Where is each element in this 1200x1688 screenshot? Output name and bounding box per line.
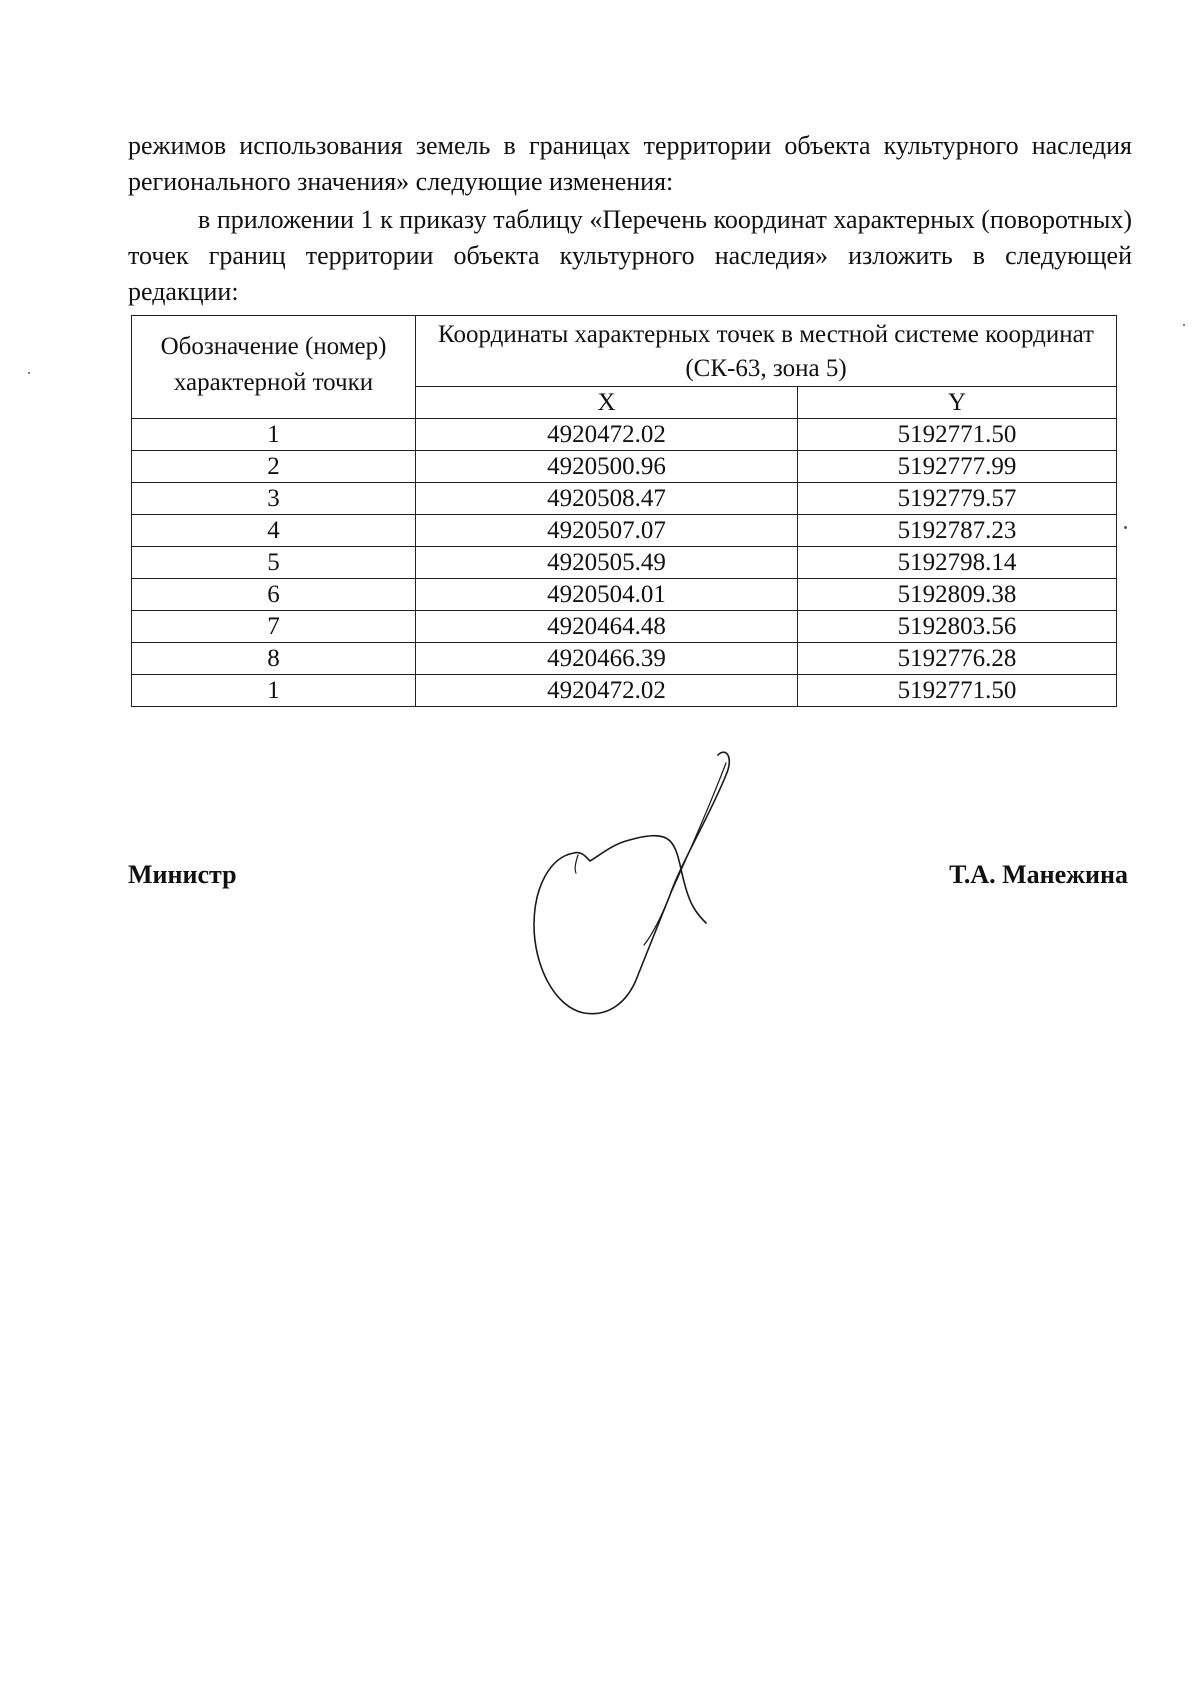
table-row: [132, 547, 1117, 579]
coord-x: 4920472.02: [416, 419, 798, 451]
header-coordinates: Координаты характерных точек в местной системе координат (СК-63, зона 5): [416, 316, 1117, 387]
coord-y: 5192777.99: [798, 451, 1117, 483]
point-number: 1: [132, 419, 416, 451]
coord-y: 5192803.56: [798, 611, 1117, 643]
coord-x: 4920505.49: [416, 547, 798, 579]
scan-speck: [1183, 324, 1185, 326]
coord-y: 5192771.50: [798, 675, 1117, 707]
handwritten-signature-icon: [520, 745, 740, 1025]
coord-y: 5192787.23: [798, 515, 1117, 547]
header-y: Y: [798, 387, 1117, 419]
coord-y: 5192809.38: [798, 579, 1117, 611]
table-row: [132, 675, 1117, 707]
coord-x: 4920508.47: [416, 483, 798, 515]
coord-x: 4920507.07: [416, 515, 798, 547]
table-row: [132, 643, 1117, 675]
coord-x: 4920504.01: [416, 579, 798, 611]
point-number: 4: [132, 515, 416, 547]
coord-x: 4920466.39: [416, 643, 798, 675]
scan-speck: [28, 372, 30, 374]
paragraph-continuation: режимов использования земель в границах территории объекта культурного наследия регионального значения» следующие изменения:: [128, 131, 1132, 196]
paragraph-amendment: в приложении 1 к приказу таблицу «Перечень координат характерных (поворотных) точек границ территории объекта культурного наследия» изложить в следующей редакции:: [128, 205, 1132, 306]
signatory-name: Т.А. Манежина: [949, 860, 1128, 889]
scan-speck: [1124, 526, 1127, 529]
point-number: 2: [132, 451, 416, 483]
point-number: 3: [132, 483, 416, 515]
coord-y: 5192779.57: [798, 483, 1117, 515]
header-x: X: [416, 387, 798, 419]
table-row: [132, 611, 1117, 643]
coord-x: 4920500.96: [416, 451, 798, 483]
coord-x: 4920464.48: [416, 611, 798, 643]
point-number: 7: [132, 611, 416, 643]
point-number: 1: [132, 675, 416, 707]
table-row: [132, 579, 1117, 611]
coordinates-table: [131, 315, 1117, 707]
point-number: 8: [132, 643, 416, 675]
point-number: 6: [132, 579, 416, 611]
coord-y: 5192771.50: [798, 419, 1117, 451]
coord-y: 5192798.14: [798, 547, 1117, 579]
coord-y: 5192776.28: [798, 643, 1117, 675]
table-row: [132, 515, 1117, 547]
header-point-number: Обозначение (номер) характерной точки: [132, 316, 416, 419]
point-number: 5: [132, 547, 416, 579]
table-row: [132, 451, 1117, 483]
coord-x: 4920472.02: [416, 675, 798, 707]
table-row: [132, 483, 1117, 515]
signatory-title: Министр: [128, 860, 237, 889]
table-row: [132, 419, 1117, 451]
